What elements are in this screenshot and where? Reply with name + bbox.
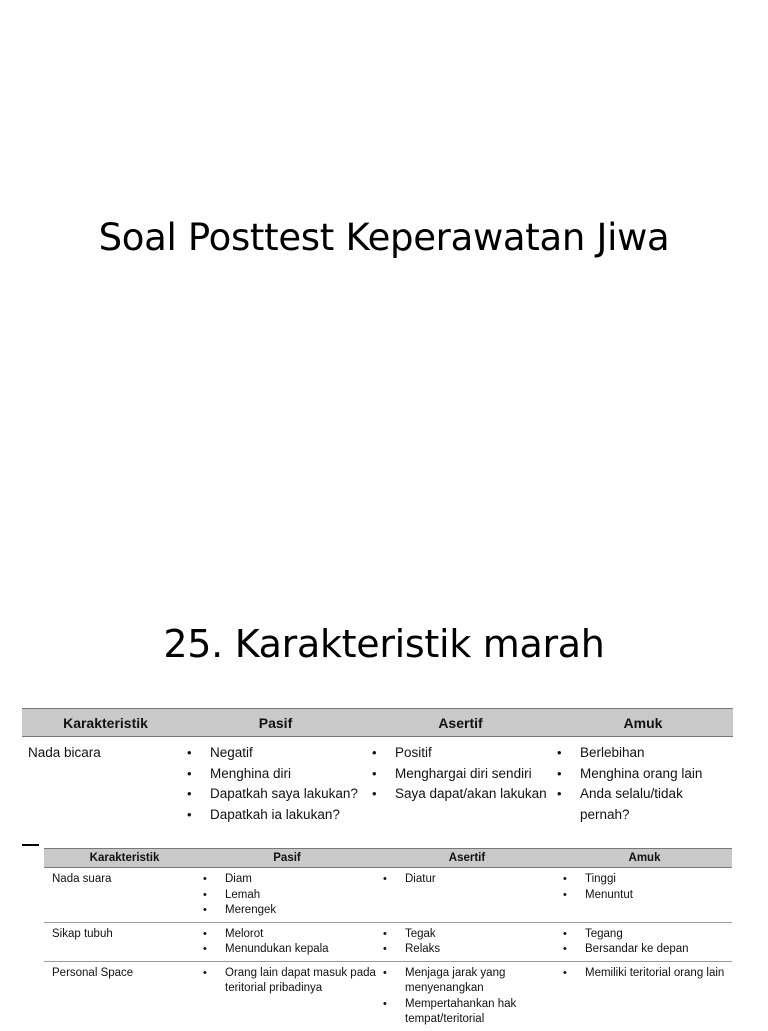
cell-asertif — [377, 868, 557, 923]
header-asertif: Asertif — [377, 849, 557, 868]
list-item: • Berlebihan — [553, 743, 733, 764]
list-item: • Relaks — [377, 942, 557, 958]
row-label: Nada suara — [44, 868, 197, 923]
cell-amuk — [557, 961, 732, 1031]
question-title: 25. Karakteristik marah — [163, 622, 605, 666]
list-item: • Melorot — [197, 927, 377, 943]
cell-amuk — [557, 868, 732, 923]
row-label: Nada bicara — [28, 745, 101, 760]
list-item: • Dapatkah ia lakukan? — [183, 805, 368, 826]
header-pasif: Pasif — [197, 849, 377, 868]
list-item: • Bersandar ke depan — [557, 942, 732, 958]
list-item: • Menundukan kepala — [197, 942, 377, 958]
list-item: • Memiliki teritorial orang lain — [557, 966, 732, 982]
header-pasif: Pasif — [183, 709, 368, 737]
divider-dash — [22, 844, 39, 846]
list-item: • Negatif — [183, 743, 368, 764]
table-row — [44, 868, 732, 923]
anger-characteristics-table — [22, 708, 733, 825]
list-item: • Tinggi — [557, 872, 732, 888]
slide-title: Soal Posttest Keperawatan Jiwa — [98, 216, 670, 259]
list-item: • Tegang — [557, 927, 732, 943]
list-item: • Menghina diri — [183, 764, 368, 785]
list-item: • Diatur — [377, 872, 557, 888]
cell-amuk — [557, 922, 732, 961]
list-item: • Merengek — [197, 903, 377, 919]
cell-pasif — [197, 922, 377, 961]
list-item: • Tegak — [377, 927, 557, 943]
header-amuk: Amuk — [557, 849, 732, 868]
list-item: • Mempertahankan hak tempat/teritorial — [377, 997, 557, 1028]
list-item: • Saya dapat/akan lakukan — [368, 784, 553, 805]
list-item: • Menghina orang lain — [553, 764, 733, 785]
header-karakteristik: Karakteristik — [22, 709, 183, 737]
list-item: • Dapatkah saya lakukan? — [183, 784, 368, 805]
list-item: • Positif — [368, 743, 553, 764]
list-item: • Lemah — [197, 888, 377, 904]
cell-pasif — [197, 868, 377, 923]
table-header-row — [22, 709, 733, 737]
header-amuk: Amuk — [553, 709, 733, 737]
list-item: • Menghargai diri sendiri — [368, 764, 553, 785]
cell-asertif — [368, 737, 553, 826]
table-row — [22, 737, 733, 826]
cell-asertif — [377, 961, 557, 1031]
header-karakteristik: Karakteristik — [44, 849, 197, 868]
list-item: • Orang lain dapat masuk pada teritorial pribadinya — [197, 966, 377, 997]
list-item: • Menuntut — [557, 888, 732, 904]
list-item: • Anda selalu/tidak pernah? — [553, 784, 733, 825]
table-row — [44, 961, 732, 1031]
cell-pasif — [183, 737, 368, 826]
table-row — [44, 922, 732, 961]
header-asertif: Asertif — [368, 709, 553, 737]
table-header-row — [44, 849, 732, 868]
cell-pasif — [197, 961, 377, 1031]
list-item: • Menjaga jarak yang menyenangkan — [377, 966, 557, 997]
cell-asertif — [377, 922, 557, 961]
cell-amuk — [553, 737, 733, 826]
list-item: • Diam — [197, 872, 377, 888]
anger-behavior-table — [44, 848, 732, 1031]
row-label: Personal Space — [52, 966, 134, 979]
row-label: Sikap tubuh — [44, 922, 197, 961]
